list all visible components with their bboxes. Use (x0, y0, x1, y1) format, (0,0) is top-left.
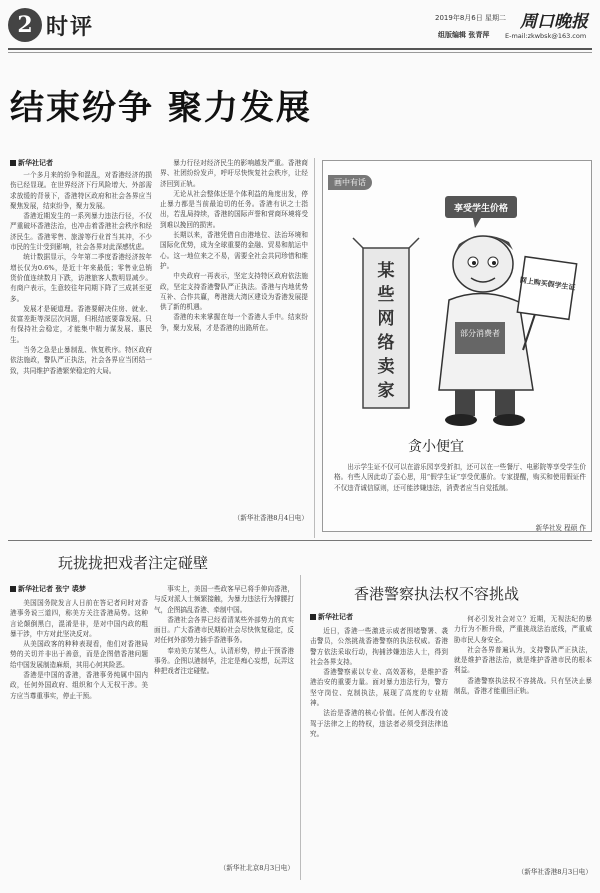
cartoon-credit: 新华社发 程硕 作 (535, 524, 586, 532)
article2-col2 (154, 584, 294, 854)
badge-text: 部分消费者 (460, 329, 500, 338)
article2-col1 (10, 598, 148, 883)
paragraph: 近日，香港一些激进示威者围堵警署、袭击警员，公然挑战香港警察的执法权威。香港警方依法采取行动，拘捕涉嫌违法人士，得到社会各界支持。 (310, 627, 448, 666)
paragraph: 中央政府一再表示，坚定支持特区政府依法施政，坚定支持香港警队严正执法。香港与内地优势互补、合作共赢，粤港澳大湾区建设为香港发展提供了新的机遇。 (160, 272, 308, 312)
paragraph: 发展才是硬道理。香港要解决住房、就业、贫富差距等深层次问题，归根结底要靠发展。只有保持社会稳定，才能集中精力谋发展、惠民生。 (10, 304, 152, 344)
paragraph: 从美国政客的种种表现看，他们对香港局势的关切并非出于善意，而是企图借香港问题给中国发展制造麻烦，其用心何其险恶。 (10, 640, 148, 669)
cartoon-illustration (323, 190, 589, 432)
editor-credit: 组版编辑 张青萍 (438, 31, 490, 39)
article1-byline (10, 158, 53, 168)
article2-title: 玩拢拢把戏者注定碰壁 (58, 554, 209, 572)
column-divider (300, 575, 301, 880)
paper-name: 周口晚报 (520, 12, 588, 32)
article1-col2 (160, 158, 308, 498)
paragraph: 无论从社会整体还是个体利益的角度出发，停止暴力都是当前最迫切的任务。香港有识之士指出，若乱局持续，香港的国际声誉和营商环境将受到难以挽回的损害。 (160, 189, 308, 229)
header-rule-thin (8, 52, 592, 53)
article3-source: （新华社香港8月3日电） (517, 868, 592, 876)
paragraph: 社会各界普遍认为，支持警队严正执法，就是维护香港法治，就是维护香港市民的根本利益。 (454, 645, 592, 675)
banner-char: 卖 (377, 357, 395, 377)
paragraph: 香港是中国的香港，香港事务纯属中国内政，任何外国政府、组织和个人无权干涉。美方应当尊重事实，停止干预。 (10, 671, 148, 700)
paragraph: 长期以来，香港凭借自由港地位、法治环境和国际化优势，成为全球重要的金融、贸易和航运中心。这一地位来之不易，需要全社会共同珍惜和维护。 (160, 231, 308, 270)
paragraph: 何必引发社会对立？近期，无视法纪的暴力行为不断升级，严重挑战法治底线，严重威胁市民人身安全。 (454, 615, 592, 644)
paragraph: 美国国务院发言人日前在答记者问时对香港事务说三道四，称美方关注香港局势。这种言论颠倒黑白，混淆是非，是对中国内政的粗暴干涉，中方对此坚决反对。 (10, 599, 148, 638)
paragraph: 法治是香港的核心价值。任何人都没有凌驾于法律之上的特权，违法者必须受到法律追究。 (310, 709, 448, 738)
cartoon-caption: 贪小便宜 (408, 439, 464, 455)
article1-title: 结束纷争 聚力发展 (10, 88, 312, 128)
banner-char: 些 (377, 285, 395, 305)
paragraph: 统计数据显示，今年第二季度香港经济按年增长仅为0.6%，是近十年来最低；零售业总销货价值连续数月下跌，访港旅客人数明显减少。有商户表示，生意较往年同期下降了三成甚至更多。 (10, 253, 152, 303)
banner-char: 网 (377, 309, 395, 329)
sign-text: 网上购买假学生证 (519, 276, 576, 292)
byline-text: 新华社记者 张宁 裘梦 (18, 585, 86, 593)
article2-byline (10, 584, 86, 594)
paragraph: 当务之急是止暴制乱、恢复秩序。特区政府依法施政，警队严正执法，社会各界应当团结一致，共同维护香港繁荣稳定的大局。 (10, 346, 152, 375)
paragraph: 出示学生证不仅可以在游乐园享受折扣，还可以在一些餐厅、电影院等享受学生价格。有些人因此动了歪心思，用“假学生证”享受优惠价。专家提醒，购买和使用假证件不仅违背诚信原则，还可能涉嫌违法，消费者应当自觉抵制。 (334, 463, 586, 492)
byline-square-icon (10, 586, 16, 592)
bubble-text: 享受学生价格 (453, 204, 509, 214)
cartoon-description (334, 462, 586, 518)
email-address: E-mail:zkwbsk@163.com (505, 32, 587, 40)
column-divider (314, 158, 315, 538)
badge (455, 322, 505, 354)
paragraph: 香港近期发生的一系列暴力违法行径，不仅严重破坏香港法治，也冲击着香港社会秩序和经济民生。香港零售、旅游等行业首当其冲，不少市民的生计受到影响，社会各界对此深感忧虑。 (10, 212, 152, 252)
section-divider (8, 540, 592, 541)
issue-date: 2019年8月6日 星期二 (435, 14, 506, 22)
byline-text: 新华社记者 (18, 159, 53, 167)
article2-source: （新华社北京8月3日电） (219, 864, 294, 872)
paragraph: 香港社会各界已经看清某些外部势力的真实面目。广大香港市民期盼社会尽快恢复稳定，反对任何外部势力插手香港事务。 (154, 615, 294, 645)
paragraph: 暴力行径对经济民生的影响越发严重。香港商界、社团纷纷发声，呼吁尽快恢复社会秩序，让经济回到正轨。 (160, 159, 308, 188)
paragraph: 香港警察执法权不容挑战。只有坚决止暴制乱，香港才能重回正轨。 (454, 676, 592, 696)
banner-char: 家 (377, 381, 395, 401)
paragraph: 奉劝美方某些人，认清形势，停止干预香港事务。企图以港制华，注定是痴心妄想，玩弄这种把戏者注定碰壁。 (154, 646, 294, 676)
article3-title: 香港警察执法权不容挑战 (354, 585, 520, 603)
byline-text: 新华社记者 (318, 613, 353, 621)
banner-char: 某 (377, 261, 395, 281)
byline-square-icon (10, 160, 16, 166)
paragraph: 一个多月来的纷争和混乱，对香港经济的损伤已经显现。在世界经济下行风险增大、外部需求放缓的背景下，香港特区政府和社会各界应当聚焦发展，结束纷争，聚力发展。 (10, 171, 152, 210)
header-rule (8, 48, 592, 50)
article3-col1 (310, 626, 448, 884)
banner-char: 络 (377, 333, 395, 353)
article1-col1 (10, 170, 152, 525)
paragraph: 香港警察素以专业、高效著称，是维护香港治安的重要力量。面对暴力违法行为，警方坚守岗位、克制执法，展现了高度的专业精神。 (310, 668, 448, 708)
section-name: 时评 (46, 14, 95, 40)
paragraph: 香港的未来掌握在每一个香港人手中。结束纷争，聚力发展，才是香港的出路所在。 (160, 313, 308, 332)
paragraph: 事实上，美国一些政客早已将手伸向香港，与反对派人士频繁接触，为暴力违法行为撑腰打气，企图搞乱香港、牵制中国。 (154, 585, 294, 614)
byline-square-icon (310, 614, 316, 620)
article1-source: （新华社香港8月4日电） (233, 514, 308, 522)
article3-col2 (454, 614, 592, 862)
page-number: 2 (8, 8, 42, 42)
cartoon-tag: 画中有话 (328, 175, 372, 190)
article3-byline (310, 612, 353, 622)
